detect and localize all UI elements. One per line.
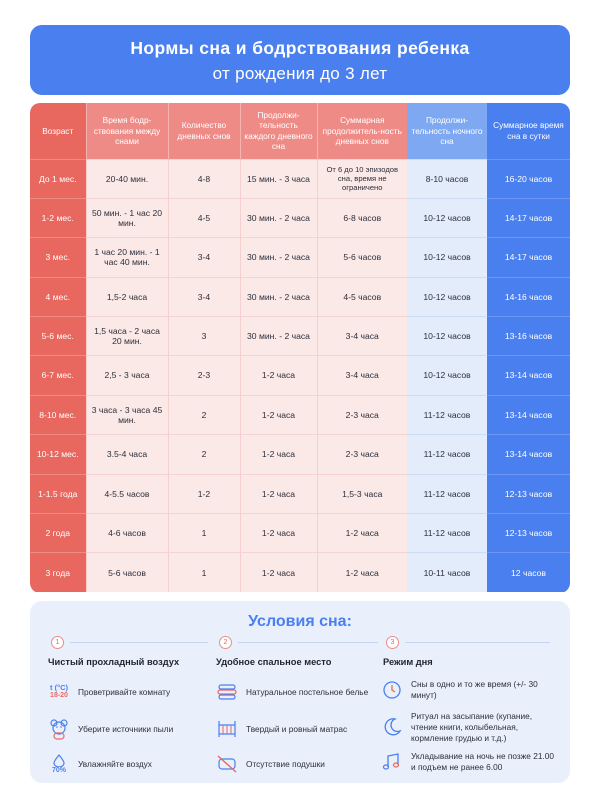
cell-age: 4 мес. [30,277,86,316]
cell-age: 8-10 мес. [30,395,86,434]
thermometer-icon: t (°C) 18-20 [50,683,68,700]
cell-wake-time: 4-6 часов [86,514,168,553]
cell-naps-count: 3 [168,317,240,356]
cell-night-sleep: 11-12 часов [407,514,487,553]
cell-total-sleep: 12 часов [487,553,570,592]
cell-total-sleep: 16-20 часов [487,159,570,198]
divider [70,642,208,643]
cell-total-day-sleep: 3-4 часа [317,317,407,356]
cell-total-sleep: 14-16 часов [487,277,570,316]
clock-icon [379,677,405,703]
cell-nap-duration: 1-2 часа [240,395,317,434]
cell-total-sleep: 14-17 часов [487,238,570,277]
cell-age: 6-7 мес. [30,356,86,395]
cell-age: 1-1.5 года [30,474,86,513]
cell-wake-time: 20-40 мин. [86,159,168,198]
cell-wake-time: 4-5.5 часов [86,474,168,513]
cell-total-day-sleep: 2-3 часа [317,435,407,474]
music-notes-icon [379,749,405,775]
sleep-norms-table [30,103,570,593]
cell-wake-time: 1 час 20 мин. - 1 час 40 мин. [86,238,168,277]
page-header [30,25,570,95]
cell-total-day-sleep: 1-2 часа [317,553,407,592]
cell-night-sleep: 8-10 часов [407,159,487,198]
cell-wake-time: 1,5-2 часа [86,277,168,316]
cell-age: 3 мес. [30,238,86,277]
cell-total-day-sleep: 6-8 часов [317,198,407,237]
divider [405,642,550,643]
condition-number-3: 3 [386,636,399,649]
cell-nap-duration: 1-2 часа [240,356,317,395]
condition-item: t (°C) 18-20 Проветривайте комнату [46,679,206,705]
cell-naps-count: 1-2 [168,474,240,513]
cell-age: 5-6 мес. [30,317,86,356]
cell-naps-count: 4-8 [168,159,240,198]
cell-naps-count: 2-3 [168,356,240,395]
condition-item: 70% Увлажняйте воздух [46,751,206,777]
cell-age: До 1 мес. [30,159,86,198]
cell-naps-count: 3-4 [168,238,240,277]
no-pillow-icon [214,751,240,777]
cell-night-sleep: 10-12 часов [407,277,487,316]
header-wake-time: Время бодр-ствования между снами [86,103,168,159]
cell-naps-count: 2 [168,395,240,434]
cell-nap-duration: 1-2 часа [240,435,317,474]
cell-age: 1-2 мес. [30,198,86,237]
condition-item: Ритуал на засыпание (купание, чтение книги, колыбельная, кормление грудью и т.д.) [379,711,559,743]
cell-total-day-sleep: 3-4 часа [317,356,407,395]
cell-age: 3 года [30,553,86,592]
cell-wake-time: 5-6 часов [86,553,168,592]
crib-icon [214,716,240,742]
cell-total-day-sleep: От 6 до 10 эпизодов сна, время не ограничено [317,159,407,198]
cell-nap-duration: 30 мин. - 2 часа [240,277,317,316]
condition-item: Отсутствие подушки [214,751,374,777]
cell-nap-duration: 30 мин. - 2 часа [240,238,317,277]
cell-wake-time: 50 мин. - 1 час 20 мин. [86,198,168,237]
table-row [30,356,570,395]
table-row [30,474,570,513]
moon-icon [379,714,405,740]
cell-wake-time: 3.5-4 часа [86,435,168,474]
cell-age: 2 года [30,514,86,553]
cell-total-day-sleep: 5-6 часов [317,238,407,277]
condition-title-routine: Режим дня [383,657,433,667]
cell-night-sleep: 10-12 часов [407,317,487,356]
cell-naps-count: 1 [168,553,240,592]
cell-age: 10-12 мес. [30,435,86,474]
table-row [30,159,570,198]
cell-naps-count: 4-5 [168,198,240,237]
cell-wake-time: 2,5 - 3 часа [86,356,168,395]
bed-linen-icon [214,679,240,705]
cell-nap-duration: 1-2 часа [240,474,317,513]
cell-nap-duration: 30 мин. - 2 часа [240,198,317,237]
header-total-day-sleep: Суммарная продолжитель-ность дневных снов [317,103,407,159]
cell-naps-count: 1 [168,514,240,553]
conditions-title: Условия сна: [248,613,352,630]
table-row [30,395,570,434]
header-total-sleep: Суммарное время сна в сутки [487,103,570,159]
table-row [30,553,570,592]
cell-night-sleep: 10-12 часов [407,238,487,277]
table-row [30,238,570,277]
cell-nap-duration: 1-2 часа [240,553,317,592]
condition-item: Уберите источники пыли [46,716,206,742]
teddy-bear-icon [46,716,72,742]
cell-night-sleep: 10-11 часов [407,553,487,592]
sleep-conditions-panel [30,601,570,783]
cell-total-sleep: 13-14 часов [487,395,570,434]
cell-naps-count: 2 [168,435,240,474]
table-row [30,514,570,553]
table-header-row [30,103,570,159]
cell-wake-time: 1,5 часа - 2 часа 20 мин. [86,317,168,356]
cell-total-sleep: 12-13 часов [487,514,570,553]
cell-night-sleep: 11-12 часов [407,435,487,474]
table-row [30,198,570,237]
cell-wake-time: 3 часа - 3 часа 45 мин. [86,395,168,434]
cell-total-sleep: 13-14 часов [487,435,570,474]
cell-night-sleep: 10-12 часов [407,198,487,237]
condition-item: Укладывание на ночь не позже 21.00 и подъем не ранее 6.00 [379,749,559,775]
cell-total-sleep: 13-14 часов [487,356,570,395]
cell-total-day-sleep: 1-2 часа [317,514,407,553]
divider [238,642,378,643]
cell-night-sleep: 10-12 часов [407,356,487,395]
condition-title-air: Чистый прохладный воздух [48,657,180,667]
humidity-drop-icon: 70% [46,751,72,777]
cell-total-sleep: 14-17 часов [487,198,570,237]
table-row [30,435,570,474]
table-row [30,317,570,356]
cell-total-sleep: 12-13 часов [487,474,570,513]
cell-nap-duration: 30 мин. - 2 часа [240,317,317,356]
cell-total-day-sleep: 4-5 часов [317,277,407,316]
condition-item: Натуральное постельное белье [214,679,374,705]
cell-nap-duration: 1-2 часа [240,514,317,553]
header-naps-count: Количество дневных снов [168,103,240,159]
page-title: Нормы сна и бодрствования ребенка [130,38,470,58]
page-subtitle: от рождения до 3 лет [212,64,388,83]
cell-total-day-sleep: 1,5-3 часа [317,474,407,513]
header-nap-duration: Продолжи-тельность каждого дневного сна [240,103,317,159]
cell-nap-duration: 15 мин. - 3 часа [240,159,317,198]
table-row [30,277,570,316]
condition-title-bed: Удобное спальное место [216,657,332,667]
cell-naps-count: 3-4 [168,277,240,316]
condition-number-2: 2 [219,636,232,649]
condition-number-1: 1 [51,636,64,649]
condition-item: Твердый и ровный матрас [214,716,374,742]
cell-total-day-sleep: 2-3 часа [317,395,407,434]
cell-night-sleep: 11-12 часов [407,474,487,513]
header-age: Возраст [30,103,86,159]
cell-total-sleep: 13-16 часов [487,317,570,356]
cell-night-sleep: 11-12 часов [407,395,487,434]
condition-item: Сны в одно и то же время (+/- 30 минут) [379,677,559,703]
header-night-sleep: Продолжи-тельность ночного сна [407,103,487,159]
